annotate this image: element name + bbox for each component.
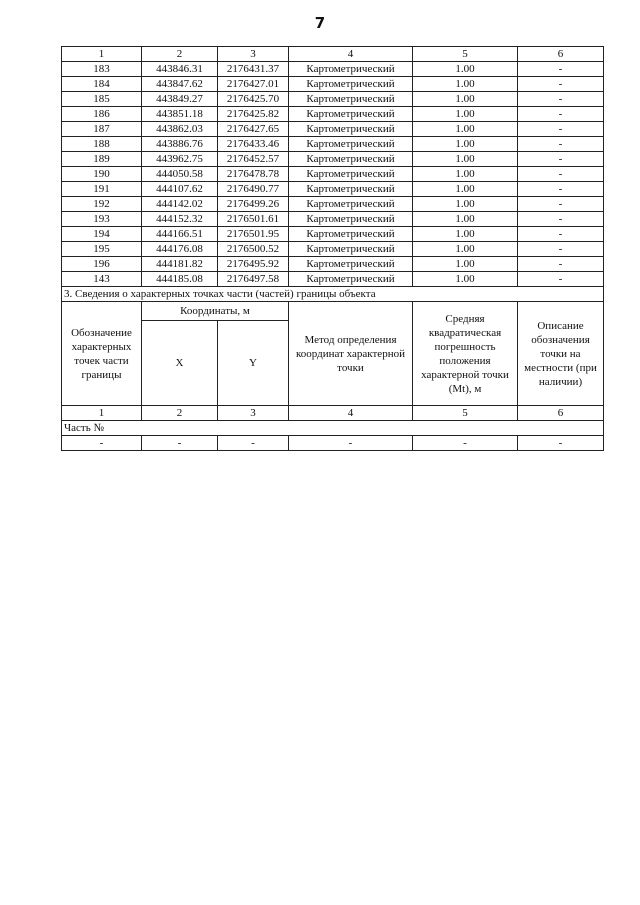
method-cell: Картометрический xyxy=(289,257,413,272)
table-row xyxy=(62,257,604,272)
point-number-cell: 143 xyxy=(62,272,142,287)
point-number-cell: 191 xyxy=(62,182,142,197)
part-label: Часть № xyxy=(62,421,604,436)
description-cell: - xyxy=(518,92,604,107)
x-coordinate-cell: 444176.08 xyxy=(142,242,218,257)
section-header-row xyxy=(62,302,604,321)
table-row xyxy=(62,77,604,92)
y-coordinate-cell: 2176427.01 xyxy=(218,77,289,92)
column-number-cell: 2 xyxy=(142,406,218,421)
x-coordinate-cell: 443886.76 xyxy=(142,137,218,152)
x-coordinate-cell: 444152.32 xyxy=(142,212,218,227)
column-number-cell: 1 xyxy=(62,47,142,62)
point-number-cell: 183 xyxy=(62,62,142,77)
column-number-cell: 6 xyxy=(518,47,604,62)
column-number-cell: 3 xyxy=(218,47,289,62)
column-number-cell: 2 xyxy=(142,47,218,62)
description-cell: - xyxy=(518,167,604,182)
column-number-cell: 5 xyxy=(413,47,518,62)
empty-cell: - xyxy=(218,436,289,451)
table-row xyxy=(62,137,604,152)
y-coordinate-cell: 2176497.58 xyxy=(218,272,289,287)
method-cell: Картометрический xyxy=(289,182,413,197)
y-coordinate-cell: 2176431.37 xyxy=(218,62,289,77)
y-coordinate-cell: 2176425.70 xyxy=(218,92,289,107)
error-cell: 1.00 xyxy=(413,197,518,212)
description-cell: - xyxy=(518,77,604,92)
error-cell: 1.00 xyxy=(413,272,518,287)
point-number-cell: 194 xyxy=(62,227,142,242)
error-cell: 1.00 xyxy=(413,137,518,152)
column-number-cell: 5 xyxy=(413,406,518,421)
table-row xyxy=(62,152,604,167)
error-cell: 1.00 xyxy=(413,92,518,107)
x-coordinate-cell: 444107.62 xyxy=(142,182,218,197)
description-cell: - xyxy=(518,197,604,212)
point-number-cell: 186 xyxy=(62,107,142,122)
table-row xyxy=(62,167,604,182)
y-header: Y xyxy=(218,321,289,406)
error-header: Средняя квадратическая погрешность положения характерной точки (Mt), м xyxy=(413,302,518,406)
y-coordinate-cell: 2176499.26 xyxy=(218,197,289,212)
description-cell: - xyxy=(518,242,604,257)
error-cell: 1.00 xyxy=(413,242,518,257)
x-header: X xyxy=(142,321,218,406)
section-title: 3. Сведения о характерных точках части (частей) границы объекта xyxy=(62,287,604,302)
empty-cell: - xyxy=(142,436,218,451)
description-cell: - xyxy=(518,227,604,242)
x-coordinate-cell: 444181.82 xyxy=(142,257,218,272)
method-cell: Картометрический xyxy=(289,227,413,242)
method-cell: Картометрический xyxy=(289,167,413,182)
description-cell: - xyxy=(518,107,604,122)
column-number-cell: 6 xyxy=(518,406,604,421)
x-coordinate-cell: 443851.18 xyxy=(142,107,218,122)
empty-cell: - xyxy=(62,436,142,451)
y-coordinate-cell: 2176500.52 xyxy=(218,242,289,257)
method-header: Метод определения координат характерной точки xyxy=(289,302,413,406)
table-row xyxy=(62,242,604,257)
y-coordinate-cell: 2176425.82 xyxy=(218,107,289,122)
table-row xyxy=(62,107,604,122)
error-cell: 1.00 xyxy=(413,227,518,242)
y-coordinate-cell: 2176501.95 xyxy=(218,227,289,242)
table-row xyxy=(62,272,604,287)
x-coordinate-cell: 443849.27 xyxy=(142,92,218,107)
point-number-cell: 189 xyxy=(62,152,142,167)
y-coordinate-cell: 2176495.92 xyxy=(218,257,289,272)
point-number-cell: 190 xyxy=(62,167,142,182)
method-cell: Картометрический xyxy=(289,107,413,122)
empty-cell: - xyxy=(289,436,413,451)
method-cell: Картометрический xyxy=(289,197,413,212)
method-cell: Картометрический xyxy=(289,137,413,152)
point-number-cell: 193 xyxy=(62,212,142,227)
y-coordinate-cell: 2176433.46 xyxy=(218,137,289,152)
coordinates-header: Координаты, м xyxy=(142,302,289,321)
x-coordinate-cell: 443962.75 xyxy=(142,152,218,167)
description-cell: - xyxy=(518,62,604,77)
error-cell: 1.00 xyxy=(413,257,518,272)
empty-cell: - xyxy=(518,436,604,451)
column-number-row xyxy=(62,47,604,62)
point-number-cell: 195 xyxy=(62,242,142,257)
error-cell: 1.00 xyxy=(413,152,518,167)
table-row xyxy=(62,197,604,212)
table-row xyxy=(62,92,604,107)
description-cell: - xyxy=(518,122,604,137)
x-coordinate-cell: 444185.08 xyxy=(142,272,218,287)
point-number-cell: 196 xyxy=(62,257,142,272)
column-number-cell: 1 xyxy=(62,406,142,421)
error-cell: 1.00 xyxy=(413,62,518,77)
section-number-row xyxy=(62,406,604,421)
section-title-row xyxy=(62,287,604,302)
point-designation-header: Обозначение характерных точек части границы xyxy=(62,302,142,406)
y-coordinate-cell: 2176452.57 xyxy=(218,152,289,167)
method-cell: Картометрический xyxy=(289,62,413,77)
description-cell: - xyxy=(518,137,604,152)
error-cell: 1.00 xyxy=(413,77,518,92)
point-number-cell: 187 xyxy=(62,122,142,137)
description-header: Описание обозначения точки на местности (при наличии) xyxy=(518,302,604,406)
y-coordinate-cell: 2176501.61 xyxy=(218,212,289,227)
y-coordinate-cell: 2176490.77 xyxy=(218,182,289,197)
x-coordinate-cell: 443847.62 xyxy=(142,77,218,92)
error-cell: 1.00 xyxy=(413,212,518,227)
description-cell: - xyxy=(518,272,604,287)
page-number: 7 xyxy=(314,14,326,32)
error-cell: 1.00 xyxy=(413,107,518,122)
description-cell: - xyxy=(518,212,604,227)
method-cell: Картометрический xyxy=(289,77,413,92)
method-cell: Картометрический xyxy=(289,242,413,257)
method-cell: Картометрический xyxy=(289,152,413,167)
part-label-row xyxy=(62,421,604,436)
x-coordinate-cell: 444142.02 xyxy=(142,197,218,212)
method-cell: Картометрический xyxy=(289,212,413,227)
boundary-points-table xyxy=(61,46,604,451)
table-row xyxy=(62,227,604,242)
column-number-cell: 4 xyxy=(289,47,413,62)
point-number-cell: 185 xyxy=(62,92,142,107)
table-row xyxy=(62,212,604,227)
table-row xyxy=(62,182,604,197)
empty-data-row xyxy=(62,436,604,451)
table-row xyxy=(62,122,604,137)
method-cell: Картометрический xyxy=(289,122,413,137)
description-cell: - xyxy=(518,152,604,167)
description-cell: - xyxy=(518,257,604,272)
error-cell: 1.00 xyxy=(413,167,518,182)
y-coordinate-cell: 2176478.78 xyxy=(218,167,289,182)
table-row xyxy=(62,62,604,77)
method-cell: Картометрический xyxy=(289,272,413,287)
point-number-cell: 188 xyxy=(62,137,142,152)
method-cell: Картометрический xyxy=(289,92,413,107)
column-number-cell: 4 xyxy=(289,406,413,421)
point-number-cell: 184 xyxy=(62,77,142,92)
point-number-cell: 192 xyxy=(62,197,142,212)
error-cell: 1.00 xyxy=(413,122,518,137)
y-coordinate-cell: 2176427.65 xyxy=(218,122,289,137)
description-cell: - xyxy=(518,182,604,197)
x-coordinate-cell: 444050.58 xyxy=(142,167,218,182)
x-coordinate-cell: 443846.31 xyxy=(142,62,218,77)
x-coordinate-cell: 443862.03 xyxy=(142,122,218,137)
error-cell: 1.00 xyxy=(413,182,518,197)
column-number-cell: 3 xyxy=(218,406,289,421)
x-coordinate-cell: 444166.51 xyxy=(142,227,218,242)
empty-cell: - xyxy=(413,436,518,451)
